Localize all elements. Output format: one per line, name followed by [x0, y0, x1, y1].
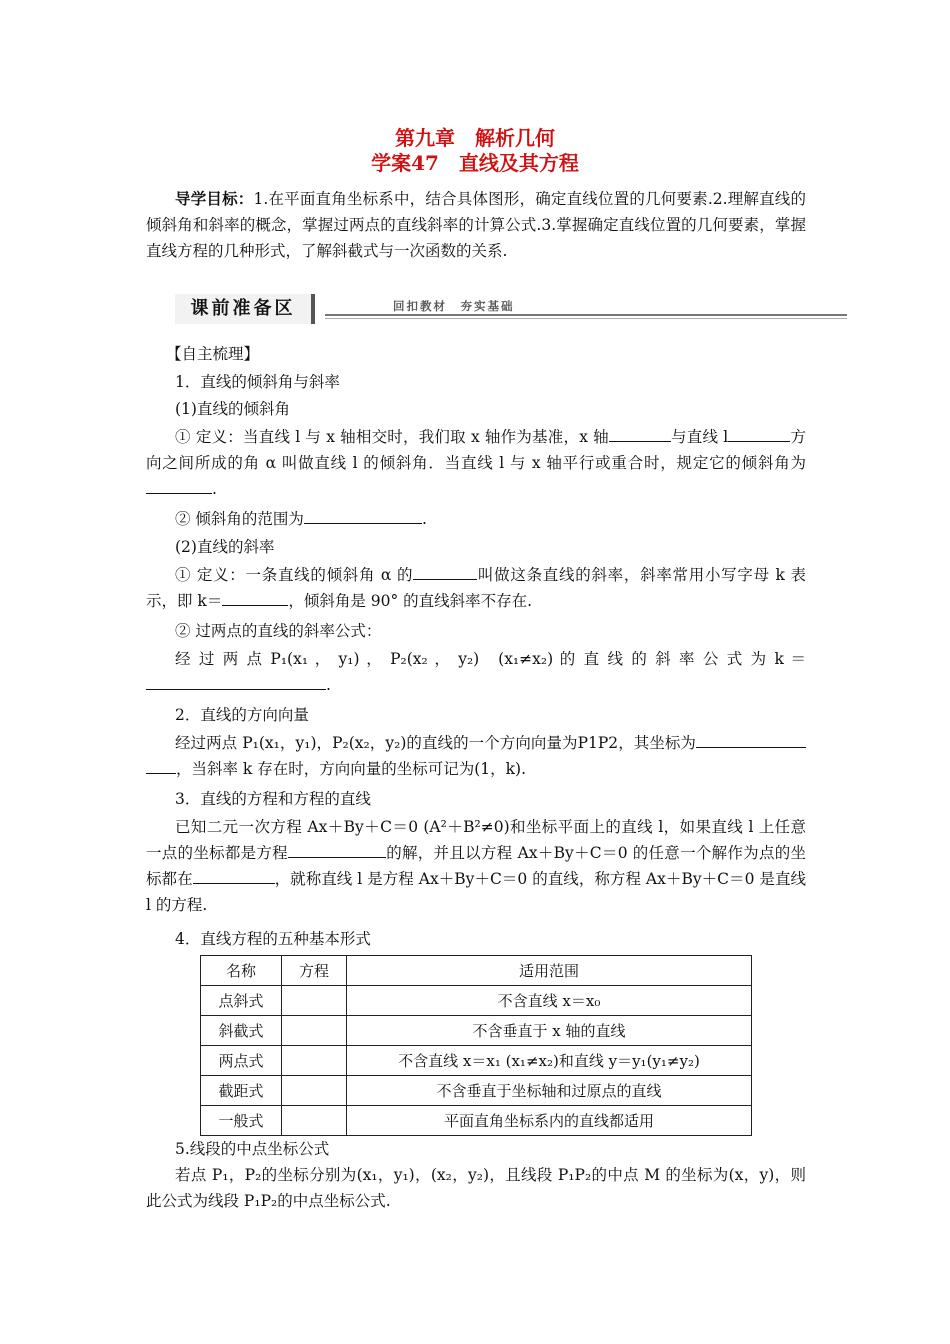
subsection-1: 1．直线的倾斜角与斜率: [175, 373, 340, 391]
eq-part-b: 的解，并且以方程 Ax＋By＋C＝0 的任意一个解作为点的坐标都在: [146, 844, 806, 888]
blank-8b[interactable]: [146, 758, 176, 774]
def1-part-a: ① 定义：当直线 l 与 x 轴相交时，我们取 x 轴作为基准，x 轴: [175, 428, 609, 446]
banner-subtitle: 回扣教材 夯实基础: [393, 299, 515, 313]
table-header-row: [201, 956, 752, 986]
header-equation: 方程: [282, 956, 347, 986]
slope-formula: 经 过 两 点 P₁(x₁ ， y₁) ， P₂(x₂ ， y₂) (x₁≠x₂) 的 直 线 的 斜 率 公 式 为 k ＝.: [146, 646, 806, 698]
blank-5[interactable]: [413, 564, 477, 580]
slope-formula-label: ② 过两点的直线的斜率公式：: [175, 622, 382, 640]
row-name: 一般式: [201, 1106, 282, 1136]
lesson-title: 学案47 直线及其方程: [371, 151, 579, 175]
table-row: [201, 1046, 752, 1076]
blank-7[interactable]: [146, 674, 326, 690]
equation-line: [146, 814, 806, 918]
row-equation[interactable]: [282, 1076, 347, 1106]
table-row: [201, 986, 752, 1016]
table-row: [201, 1106, 752, 1136]
header-name: 名称: [201, 956, 282, 986]
inclination-range: ② 倾斜角的范围为 .: [175, 510, 427, 528]
blank-2[interactable]: [728, 426, 790, 442]
banner-rule-thin: [325, 318, 847, 319]
row-name: 截距式: [201, 1076, 282, 1106]
midpoint-formula: 若点 P₁，P₂的坐标分别为(x₁，y₁)，(x₂，y₂)，且线段 P₁P₂的中点 M 的坐标为(x，y)，则此公式为线段 P₁P₂的中点坐标公式.: [146, 1166, 806, 1210]
dir-part-a: 经过两点 P₁(x₁，y₁)，P₂(x₂，y₂)的直线的一个方向向量为P1P2，其坐标为: [175, 734, 696, 752]
line-forms-table: [200, 955, 752, 1136]
row-scope: 不含垂直于坐标轴和过原点的直线: [347, 1076, 752, 1106]
row-scope: 平面直角坐标系内的直线都适用: [347, 1106, 752, 1136]
banner-rule: [325, 314, 847, 316]
slope-definition: [146, 562, 806, 614]
header-scope: 适用范围: [347, 956, 752, 986]
table-row: [201, 1016, 752, 1046]
goals-label: 导学目标：: [175, 189, 254, 208]
row-scope: 不含垂直于 x 轴的直线: [347, 1016, 752, 1046]
row-name: 两点式: [201, 1046, 282, 1076]
eq-part-a: 已知二元一次方程 Ax＋By＋C＝0 (A²＋B²≠0)和坐标平面上的直线 l，如果直线 l 上任意一点的坐标都是方程: [146, 818, 806, 862]
subsection-3: 3．直线的方程和方程的直线: [175, 790, 371, 808]
row-name: 点斜式: [201, 986, 282, 1016]
def2-part-b: 叫做这条直线的斜率，斜率常用小写字母 k 表示，即 k＝: [146, 566, 807, 610]
range-text: ② 倾斜角的范围为: [175, 510, 304, 528]
blank-1[interactable]: [609, 426, 671, 442]
section-banner: [175, 294, 847, 324]
row-equation[interactable]: [282, 1016, 347, 1046]
row-scope: 不含直线 x＝x₀: [347, 986, 752, 1016]
direction-vector: [146, 730, 806, 782]
banner-title: 课前准备区: [175, 294, 315, 324]
formula-text: 经 过 两 点 P₁(x₁ ， y₁) ， P₂(x₂ ， y₂) (x₁≠x₂) 的 直 线 的 斜 率 公 式 为 k ＝: [175, 650, 806, 668]
subsection-5: 5.线段的中点坐标公式: [175, 1140, 330, 1158]
row-equation[interactable]: [282, 1046, 347, 1076]
subsection-1a: (1)直线的倾斜角: [175, 400, 290, 418]
def1-part-b: 与直线 l: [670, 428, 729, 446]
blank-4[interactable]: [304, 508, 422, 524]
row-equation[interactable]: [282, 1106, 347, 1136]
inclination-definition: ① 定义：当直线 l 与 x 轴相交时，我们取 x 轴作为基准，x 轴 与直线 l 方向之间所成的角 α 叫做直线 l 的倾斜角．当直线 l 与 x 轴平行或重合时，规定它的倾斜角为.: [146, 428, 806, 498]
blank-6[interactable]: [222, 590, 288, 606]
blank-8[interactable]: [696, 732, 806, 748]
blank-9[interactable]: [288, 842, 386, 858]
row-equation[interactable]: [282, 986, 347, 1016]
def2-part-c: ，倾斜角是 90° 的直线斜率不存在.: [288, 592, 533, 610]
chapter-title: 第九章 解析几何: [395, 126, 555, 150]
dir-part-b: ，当斜率 k 存在时，方向向量的坐标可记为(1，k).: [176, 760, 527, 778]
row-scope: 不含直线 x＝x₁ (x₁≠x₂)和直线 y＝y₁(y₁≠y₂): [347, 1046, 752, 1076]
section-heading: 【自主梳理】: [166, 345, 260, 363]
subsection-2: 2．直线的方向向量: [175, 706, 309, 724]
goals-text: 1.在平面直角坐标系中，结合具体图形，确定直线位置的几何要素.2.理解直线的倾斜角和斜率的概念，掌握过两点的直线斜率的计算公式.3.掌握确定直线位置的几何要素，掌握直线方程的几种形式，了解斜截式与一次函数的关系.: [146, 190, 806, 260]
subsection-4: 4．直线方程的五种基本形式: [175, 930, 371, 948]
subsection-1b: (2)直线的斜率: [175, 538, 275, 556]
learning-goals: [146, 186, 806, 264]
blank-3[interactable]: [146, 478, 212, 494]
def1-part-c: 方向之间所成的角 α 叫做直线 l 的倾斜角．当直线 l 与 x 轴平行或重合时，规定它的倾斜角为: [146, 428, 806, 472]
row-name: 斜截式: [201, 1016, 282, 1046]
def2-part-a: ① 定义：一条直线的倾斜角 α 的: [175, 566, 414, 584]
eq-part-c: ，就称直线 l 是方程 Ax＋By＋C＝0 的直线，称方程 Ax＋By＋C＝0 是直线 l 的方程.: [146, 870, 806, 914]
table-row: [201, 1076, 752, 1106]
blank-10[interactable]: [193, 868, 275, 884]
